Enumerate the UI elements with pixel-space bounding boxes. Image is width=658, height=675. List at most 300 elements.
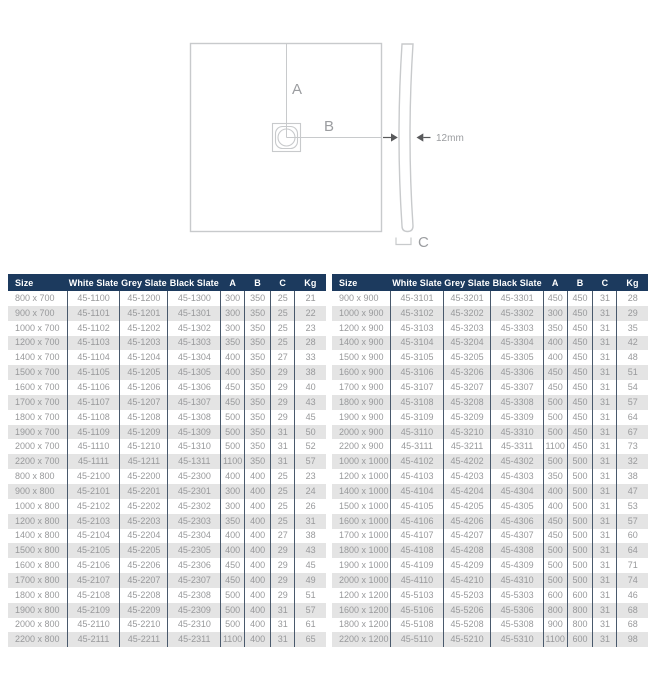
value-cell: 45-3109: [391, 410, 443, 425]
value-cell: 31: [593, 588, 617, 603]
value-cell: 31: [271, 632, 295, 647]
table-row: [332, 350, 648, 365]
value-cell: 31: [593, 380, 617, 395]
table-row: [332, 410, 648, 425]
value-cell: 45-3110: [391, 425, 443, 440]
value-cell: 400: [221, 469, 245, 484]
value-cell: 45-1104: [67, 350, 120, 365]
value-cell: 31: [593, 543, 617, 558]
spec-table-900-1200: [332, 274, 648, 647]
value-cell: 500: [567, 529, 593, 544]
table-row: [332, 380, 648, 395]
size-cell: 1200 x 1000: [339, 471, 389, 482]
value-cell: 45-1302: [168, 321, 221, 336]
table-row: [8, 410, 326, 425]
value-cell: 43: [295, 543, 326, 558]
value-cell: 500: [543, 454, 567, 469]
table-row: [332, 306, 648, 321]
value-cell: 45-2210: [120, 618, 168, 633]
dimension-b-label: B: [324, 118, 335, 135]
value-cell: 500: [221, 425, 245, 440]
value-cell: 47: [617, 484, 648, 499]
value-cell: 350: [245, 454, 271, 469]
value-cell: 28: [295, 336, 326, 351]
value-cell: 45-3209: [443, 410, 491, 425]
size-cell: 900 x 900: [339, 292, 379, 303]
value-cell: 45-1111: [67, 454, 120, 469]
value-cell: 68: [617, 618, 648, 633]
value-cell: 45-2101: [67, 484, 120, 499]
value-cell: 450: [567, 410, 593, 425]
value-cell: 450: [567, 350, 593, 365]
value-cell: 400: [245, 543, 271, 558]
value-cell: 23: [295, 469, 326, 484]
size-cell: 2200 x 800: [15, 634, 60, 645]
value-cell: 31: [593, 514, 617, 529]
value-cell: 450: [543, 291, 567, 306]
value-cell: 45-4304: [491, 484, 543, 499]
size-cell: 1800 x 1200: [339, 619, 389, 630]
size-cell: 1800 x 1000: [339, 545, 389, 556]
size-cell: 2200 x 900: [339, 441, 384, 452]
value-cell: 45-5310: [491, 632, 543, 647]
table-row: [8, 365, 326, 380]
value-cell: 450: [221, 395, 245, 410]
value-cell: 45-2205: [120, 543, 168, 558]
table-row: [332, 454, 648, 469]
col-header-c: C: [593, 274, 617, 291]
value-cell: 350: [543, 321, 567, 336]
table-row: [332, 336, 648, 351]
value-cell: 45-1210: [120, 439, 168, 454]
value-cell: 31: [593, 499, 617, 514]
value-cell: 60: [617, 529, 648, 544]
value-cell: 45-1102: [67, 321, 120, 336]
value-cell: 1100: [221, 632, 245, 647]
table-row: [8, 395, 326, 410]
value-cell: 45-2309: [168, 603, 221, 618]
value-cell: 25: [271, 336, 295, 351]
value-cell: 450: [221, 380, 245, 395]
value-cell: 54: [617, 380, 648, 395]
table-row: [8, 306, 326, 321]
value-cell: 500: [543, 573, 567, 588]
value-cell: 45-1303: [168, 336, 221, 351]
value-cell: 45-4109: [391, 558, 443, 573]
value-cell: 45-4206: [443, 514, 491, 529]
value-cell: 400: [245, 514, 271, 529]
value-cell: 45-3306: [491, 365, 543, 380]
value-cell: 45-4303: [491, 469, 543, 484]
value-cell: 45-2104: [67, 529, 120, 544]
table-row: [8, 588, 326, 603]
table-row: [8, 558, 326, 573]
size-cell: 1400 x 1000: [339, 485, 389, 496]
value-cell: 45-1107: [67, 395, 120, 410]
value-cell: 31: [593, 632, 617, 647]
value-cell: 800: [567, 618, 593, 633]
value-cell: 900: [543, 618, 567, 633]
value-cell: 45-3205: [443, 350, 491, 365]
size-cell: 2000 x 700: [15, 441, 60, 452]
size-cell: 1900 x 700: [15, 426, 60, 437]
value-cell: 500: [221, 618, 245, 633]
value-cell: 45-2109: [67, 603, 120, 618]
size-cell: 1800 x 700: [15, 411, 60, 422]
value-cell: 300: [543, 306, 567, 321]
value-cell: 45-3310: [491, 425, 543, 440]
value-cell: 33: [295, 350, 326, 365]
value-cell: 31: [593, 291, 617, 306]
value-cell: 450: [543, 514, 567, 529]
value-cell: 31: [593, 439, 617, 454]
value-cell: 400: [543, 336, 567, 351]
value-cell: 45-3202: [443, 306, 491, 321]
value-cell: 400: [245, 588, 271, 603]
value-cell: 45-1207: [120, 395, 168, 410]
value-cell: 800: [543, 603, 567, 618]
size-cell: 1000 x 700: [15, 322, 60, 333]
value-cell: 45-3108: [391, 395, 443, 410]
value-cell: 45-2310: [168, 618, 221, 633]
col-header-white-slate: White Slate: [391, 274, 443, 291]
size-cell: 1700 x 900: [339, 381, 384, 392]
table-row: [8, 499, 326, 514]
value-cell: 45-5203: [443, 588, 491, 603]
value-cell: 31: [593, 306, 617, 321]
value-cell: 45-2306: [168, 558, 221, 573]
value-cell: 45-2103: [67, 514, 120, 529]
value-cell: 45-2200: [120, 469, 168, 484]
value-cell: 31: [593, 365, 617, 380]
value-cell: 45-5306: [491, 603, 543, 618]
value-cell: 45-3211: [443, 439, 491, 454]
value-cell: 350: [245, 425, 271, 440]
value-cell: 45-3106: [391, 365, 443, 380]
value-cell: 45-5110: [391, 632, 443, 647]
dimension-a-label: A: [292, 81, 303, 98]
size-spec-table: [332, 274, 648, 647]
table-row: [332, 484, 648, 499]
value-cell: 74: [617, 573, 648, 588]
size-cell: 1600 x 900: [339, 367, 384, 378]
table-row: [332, 529, 648, 544]
value-cell: 350: [245, 291, 271, 306]
value-cell: 45-4104: [391, 484, 443, 499]
value-cell: 1100: [221, 454, 245, 469]
value-cell: 500: [567, 454, 593, 469]
value-cell: 22: [295, 306, 326, 321]
value-cell: 350: [245, 395, 271, 410]
value-cell: 45-4107: [391, 529, 443, 544]
value-cell: 350: [245, 336, 271, 351]
value-cell: 400: [543, 499, 567, 514]
value-cell: 500: [567, 514, 593, 529]
value-cell: 57: [617, 514, 648, 529]
col-header-grey-slate: Grey Slate: [120, 274, 168, 291]
value-cell: 21: [295, 291, 326, 306]
size-cell: 1800 x 900: [339, 396, 384, 407]
value-cell: 31: [593, 410, 617, 425]
value-cell: 450: [567, 395, 593, 410]
table-row: [332, 499, 648, 514]
value-cell: 350: [221, 336, 245, 351]
value-cell: 45-2107: [67, 573, 120, 588]
value-cell: 65: [295, 632, 326, 647]
table-row: [8, 573, 326, 588]
value-cell: 25: [271, 306, 295, 321]
value-cell: 500: [567, 484, 593, 499]
size-cell: 2000 x 800: [15, 619, 60, 630]
value-cell: 45-2105: [67, 543, 120, 558]
header-row: [332, 274, 648, 291]
value-cell: 45-1209: [120, 425, 168, 440]
value-cell: 45-1306: [168, 380, 221, 395]
value-cell: 45-2308: [168, 588, 221, 603]
value-cell: 350: [245, 306, 271, 321]
value-cell: 450: [567, 306, 593, 321]
value-cell: 500: [543, 410, 567, 425]
value-cell: 500: [543, 425, 567, 440]
value-cell: 45-1206: [120, 380, 168, 395]
size-cell: 1500 x 900: [339, 352, 384, 363]
value-cell: 500: [543, 543, 567, 558]
value-cell: 45-3204: [443, 336, 491, 351]
value-cell: 31: [593, 395, 617, 410]
size-cell: 1200 x 1200: [339, 589, 389, 600]
value-cell: 450: [567, 336, 593, 351]
value-cell: 45-3308: [491, 395, 543, 410]
value-cell: 31: [271, 425, 295, 440]
value-cell: 450: [567, 425, 593, 440]
size-cell: 1800 x 800: [15, 589, 60, 600]
value-cell: 45-2110: [67, 618, 120, 633]
value-cell: 45-3305: [491, 350, 543, 365]
value-cell: 350: [245, 350, 271, 365]
col-header-a: A: [543, 274, 567, 291]
value-cell: 49: [295, 573, 326, 588]
value-cell: 45-3207: [443, 380, 491, 395]
value-cell: 500: [221, 588, 245, 603]
size-cell: 1500 x 800: [15, 545, 60, 556]
value-cell: 45-1309: [168, 425, 221, 440]
value-cell: 500: [567, 469, 593, 484]
value-cell: 45-2209: [120, 603, 168, 618]
table-row: [332, 439, 648, 454]
value-cell: 45-2302: [168, 499, 221, 514]
table-row: [8, 336, 326, 351]
table-row: [332, 321, 648, 336]
table-row: [8, 350, 326, 365]
value-cell: 31: [593, 336, 617, 351]
value-cell: 500: [567, 558, 593, 573]
value-cell: 400: [221, 350, 245, 365]
table-row: [332, 514, 648, 529]
value-cell: 350: [221, 514, 245, 529]
value-cell: 45-4302: [491, 454, 543, 469]
value-cell: 400: [245, 529, 271, 544]
table-row: [332, 558, 648, 573]
value-cell: 38: [617, 469, 648, 484]
value-cell: 45-1201: [120, 306, 168, 321]
value-cell: 28: [617, 291, 648, 306]
col-header-kg: Kg: [295, 274, 326, 291]
value-cell: 45-1100: [67, 291, 120, 306]
value-cell: 24: [295, 484, 326, 499]
value-cell: 53: [617, 499, 648, 514]
value-cell: 38: [295, 529, 326, 544]
value-cell: 45-1208: [120, 410, 168, 425]
value-cell: 500: [543, 558, 567, 573]
size-cell: 1700 x 700: [15, 396, 60, 407]
value-cell: 45-4308: [491, 543, 543, 558]
value-cell: 500: [543, 395, 567, 410]
value-cell: 45-5206: [443, 603, 491, 618]
value-cell: 61: [295, 618, 326, 633]
col-header-white-slate: White Slate: [67, 274, 120, 291]
value-cell: 45-5108: [391, 618, 443, 633]
value-cell: 350: [245, 439, 271, 454]
table-row: [8, 484, 326, 499]
value-cell: 45-4103: [391, 469, 443, 484]
table-row: [8, 469, 326, 484]
value-cell: 45-3203: [443, 321, 491, 336]
value-cell: 45-2311: [168, 632, 221, 647]
value-cell: 600: [567, 588, 593, 603]
value-cell: 45-3304: [491, 336, 543, 351]
value-cell: 350: [245, 410, 271, 425]
size-cell: 2000 x 1000: [339, 574, 389, 585]
size-cell: 900 x 800: [15, 485, 55, 496]
value-cell: 31: [593, 529, 617, 544]
size-cell: 1400 x 900: [339, 337, 384, 348]
value-cell: 29: [271, 558, 295, 573]
spec-table-700-800: [8, 274, 326, 647]
value-cell: 45-3102: [391, 306, 443, 321]
size-cell: 1000 x 800: [15, 500, 60, 511]
value-cell: 45-1310: [168, 439, 221, 454]
value-cell: 1100: [543, 632, 567, 647]
value-cell: 45-4102: [391, 454, 443, 469]
value-cell: 45-2102: [67, 499, 120, 514]
value-cell: 45-2300: [168, 469, 221, 484]
col-header-b: B: [567, 274, 593, 291]
size-cell: 1200 x 900: [339, 322, 384, 333]
value-cell: 600: [567, 632, 593, 647]
size-cell: 1000 x 1000: [339, 456, 389, 467]
value-cell: 35: [617, 321, 648, 336]
table-row: [8, 454, 326, 469]
value-cell: 31: [271, 603, 295, 618]
col-header-size: Size: [8, 274, 67, 291]
value-cell: 45-3103: [391, 321, 443, 336]
value-cell: 400: [245, 632, 271, 647]
value-cell: 45-1301: [168, 306, 221, 321]
size-cell: 1900 x 900: [339, 411, 384, 422]
value-cell: 31: [593, 573, 617, 588]
value-cell: 45-4204: [443, 484, 491, 499]
table-row: [8, 543, 326, 558]
value-cell: 400: [245, 618, 271, 633]
value-cell: 57: [295, 454, 326, 469]
value-cell: 68: [617, 603, 648, 618]
table-row: [8, 632, 326, 647]
value-cell: 45-3206: [443, 365, 491, 380]
value-cell: 23: [295, 321, 326, 336]
value-cell: 45-2203: [120, 514, 168, 529]
value-cell: 31: [593, 454, 617, 469]
value-cell: 45-4210: [443, 573, 491, 588]
size-cell: 1900 x 800: [15, 604, 60, 615]
value-cell: 45-5106: [391, 603, 443, 618]
value-cell: 45-1202: [120, 321, 168, 336]
value-cell: 45-4205: [443, 499, 491, 514]
value-cell: 350: [245, 380, 271, 395]
value-cell: 400: [245, 469, 271, 484]
value-cell: 45-1311: [168, 454, 221, 469]
value-cell: 45-5210: [443, 632, 491, 647]
value-cell: 450: [221, 558, 245, 573]
table-row: [332, 395, 648, 410]
dimension-c-bracket: [396, 238, 411, 245]
size-cell: 900 x 700: [15, 307, 55, 318]
table-row: [332, 618, 648, 633]
size-cell: 1900 x 1000: [339, 560, 389, 571]
value-cell: 45-1103: [67, 336, 120, 351]
value-cell: 67: [617, 425, 648, 440]
size-cell: 800 x 700: [15, 292, 55, 303]
value-cell: 45-4305: [491, 499, 543, 514]
value-cell: 45-1101: [67, 306, 120, 321]
table-row: [8, 529, 326, 544]
value-cell: 45-2202: [120, 499, 168, 514]
value-cell: 500: [567, 499, 593, 514]
value-cell: 1100: [543, 439, 567, 454]
size-cell: 1200 x 700: [15, 337, 60, 348]
value-cell: 31: [593, 558, 617, 573]
value-cell: 25: [271, 321, 295, 336]
value-cell: 45-3301: [491, 291, 543, 306]
size-cell: 2200 x 1200: [339, 634, 389, 645]
value-cell: 600: [543, 588, 567, 603]
value-cell: 45-3307: [491, 380, 543, 395]
value-cell: 400: [245, 603, 271, 618]
size-cell: 1400 x 800: [15, 530, 60, 541]
value-cell: 50: [295, 425, 326, 440]
value-cell: 27: [271, 350, 295, 365]
value-cell: 300: [221, 291, 245, 306]
value-cell: 450: [543, 365, 567, 380]
col-header-c: C: [271, 274, 295, 291]
value-cell: 45-4203: [443, 469, 491, 484]
value-cell: 45-1305: [168, 365, 221, 380]
value-cell: 43: [295, 395, 326, 410]
value-cell: 300: [221, 321, 245, 336]
value-cell: 38: [295, 365, 326, 380]
value-cell: 45-2108: [67, 588, 120, 603]
value-cell: 45: [295, 558, 326, 573]
value-cell: 45-4307: [491, 529, 543, 544]
value-cell: 45-2305: [168, 543, 221, 558]
value-cell: 29: [271, 395, 295, 410]
value-cell: 45-2301: [168, 484, 221, 499]
value-cell: 32: [617, 454, 648, 469]
value-cell: 45-4110: [391, 573, 443, 588]
value-cell: 45-1211: [120, 454, 168, 469]
value-cell: 45-3302: [491, 306, 543, 321]
value-cell: 45-2303: [168, 514, 221, 529]
value-cell: 71: [617, 558, 648, 573]
